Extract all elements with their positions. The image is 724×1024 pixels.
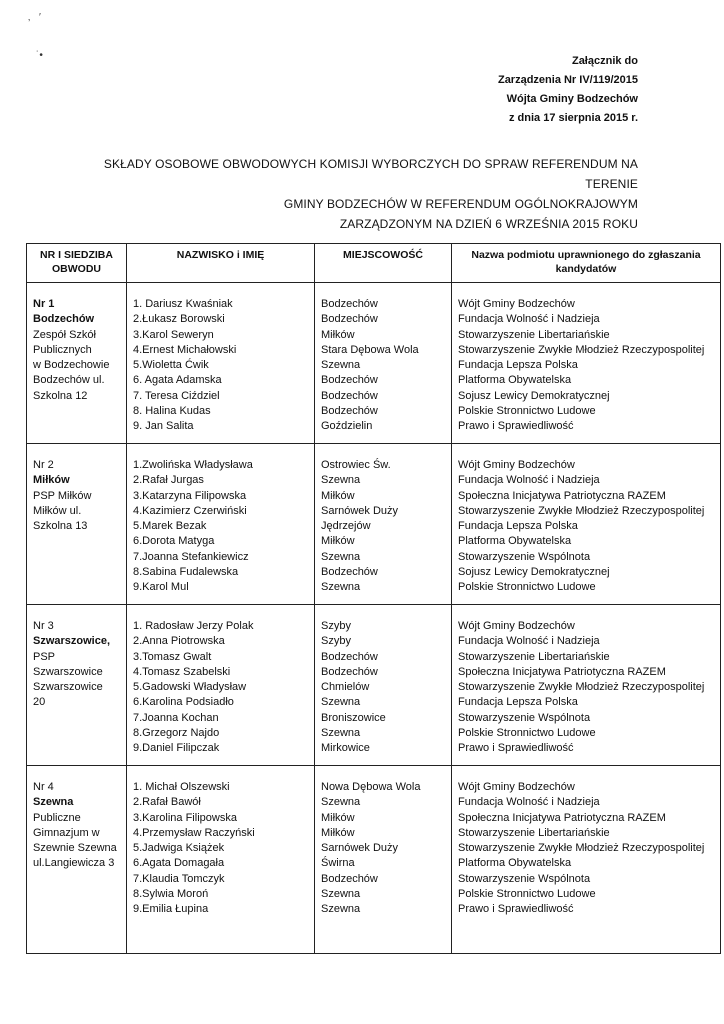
member-place: Miłków <box>321 826 355 839</box>
district-number: Nr 2 <box>33 459 54 471</box>
annex-line: z dnia 17 sierpnia 2015 r. <box>508 112 638 124</box>
district-seat-line: ul.Langiewicza 3 <box>33 857 115 870</box>
district-name: Szewna <box>33 796 74 809</box>
nominating-entity: Fundacja Wolność i Nadzieja <box>458 474 600 487</box>
header-entity: Nazwa podmiotu uprawnionego do zgłaszania kandydatów <box>452 244 721 283</box>
district-seat-line: Szewnie Szewna <box>33 842 117 855</box>
places-cell <box>315 605 452 766</box>
places-cell <box>315 766 452 954</box>
member-name: 9.Daniel Filipczak <box>133 742 220 755</box>
member-place: Nowa Dębowa Wola <box>321 781 421 793</box>
member-place: Szewna <box>321 696 361 709</box>
nominating-entity: Fundacja Lepsza Polska <box>458 696 578 709</box>
nominating-entity: Wójt Gminy Bodzechów <box>458 298 575 310</box>
annex-line: Wójta Gminy Bodzechów <box>506 93 638 105</box>
member-name: 9.Karol Mul <box>133 581 189 594</box>
nominating-entity: Fundacja Wolność i Nadzieja <box>458 313 600 326</box>
nominating-entity: Fundacja Wolność i Nadzieja <box>458 635 600 648</box>
members-cell <box>127 605 315 766</box>
member-name: 2.Rafał Jurgas <box>133 474 204 487</box>
members-cell <box>127 766 315 954</box>
district-cell <box>27 766 127 954</box>
member-place: Szewna <box>321 550 361 563</box>
district-name: Miłków <box>33 474 70 487</box>
title-line: GMINY BODZECHÓW W REFERENDUM OGÓLNOKRAJOWYM <box>283 197 638 211</box>
nominating-entity: Stowarzyszenie Libertariańskie <box>458 328 610 341</box>
district-seat-line: PSP Miłków <box>33 489 92 502</box>
member-place: Szewna <box>321 474 361 487</box>
member-place: Goździelin <box>321 420 373 433</box>
member-place: Bodzechów <box>321 566 378 579</box>
district-seat-line: PSP <box>33 650 56 663</box>
nominating-entity: Sojusz Lewicy Demokratycznej <box>458 566 610 579</box>
member-place: Szewna <box>321 581 361 594</box>
member-place: Sarnówek Duży <box>321 504 399 517</box>
places-cell <box>315 283 452 444</box>
member-place: Miłków <box>321 535 355 548</box>
member-name: 6. Agata Adamska <box>133 374 222 387</box>
annex-header <box>498 52 638 128</box>
district-seat-line: Publicznych <box>33 343 92 356</box>
member-place: Szewna <box>321 796 361 809</box>
member-place: Sarnówek Duży <box>321 842 399 855</box>
member-place: Ostrowiec Św. <box>321 459 391 471</box>
member-place: Broniszowice <box>321 711 386 724</box>
district-seat-line: Gimnazjum w <box>33 826 100 839</box>
member-place: Szewna <box>321 903 361 916</box>
nominating-entity: Wójt Gminy Bodzechów <box>458 620 575 632</box>
member-place: Bodzechów <box>321 872 378 885</box>
district-number: Nr 3 <box>33 620 54 632</box>
nominating-entity: Prawo i Sprawiedliwość <box>458 903 574 916</box>
district-name: Bodzechów <box>33 313 95 326</box>
member-name: 7.Klaudia Tomczyk <box>133 872 225 885</box>
annex-line: Załącznik do <box>571 55 638 67</box>
district-seat-line: Zespół Szkół <box>33 328 96 341</box>
member-name: 2.Rafał Bawół <box>133 796 201 809</box>
member-name: 3.Karolina Filipowska <box>133 811 237 824</box>
member-name: 4.Ernest Michałowski <box>133 343 237 356</box>
nominating-entity: Prawo i Sprawiedliwość <box>458 420 574 433</box>
member-place: Miłków <box>321 328 355 341</box>
member-name: 3.Karol Seweryn <box>133 328 214 341</box>
nominating-entity: Polskie Stronnictwo Ludowe <box>458 405 596 418</box>
nominating-entity: Stowarzyszenie Zwykłe Młodzież Rzeczypospolitej <box>458 681 705 694</box>
nominating-entity: Stowarzyszenie Libertariańskie <box>458 826 610 839</box>
district-seat-line: Szkolna 12 <box>33 389 88 402</box>
member-name: 9. Jan Salita <box>133 420 194 433</box>
nominating-entity: Stowarzyszenie Zwykłe Młodzież Rzeczypospolitej <box>458 343 705 356</box>
member-place: Bodzechów <box>321 650 378 663</box>
member-place: Szewna <box>321 888 361 901</box>
nominating-entity: Stowarzyszenie Wspólnota <box>458 872 591 885</box>
nominating-entity: Sojusz Lewicy Demokratycznej <box>458 389 610 402</box>
document-title <box>78 154 638 234</box>
member-name: 1. Radosław Jerzy Polak <box>133 620 254 632</box>
member-name: 1. Michał Olszewski <box>133 781 230 793</box>
member-name: 5.Wioletta Ćwik <box>133 359 209 372</box>
nominating-entity: Polskie Stronnictwo Ludowe <box>458 727 596 740</box>
member-name: 3.Tomasz Gwalt <box>133 650 212 663</box>
member-place: Chmielów <box>321 681 370 694</box>
member-place: Bodzechów <box>321 405 378 418</box>
district-seat-line: Szkolna 13 <box>33 520 88 533</box>
member-place: Szewna <box>321 727 361 740</box>
district-seat-line: Publiczne <box>33 811 81 824</box>
member-place: Bodzechów <box>321 389 378 402</box>
title-line: SKŁADY OSOBOWE OBWODOWYCH KOMISJI WYBORCZYCH DO SPRAW REFERENDUM NA TERENIE <box>103 157 638 191</box>
member-place: Bodzechów <box>321 665 378 678</box>
member-name: 1. Dariusz Kwaśniak <box>133 298 233 310</box>
member-name: 5.Gadowski Władysław <box>133 681 247 694</box>
scan-speck: ˙• <box>36 50 43 61</box>
nominating-entity: Stowarzyszenie Zwykłe Młodzież Rzeczypospolitej <box>458 842 705 855</box>
nominating-entity: Stowarzyszenie Libertariańskie <box>458 650 610 663</box>
members-cell <box>127 444 315 605</box>
nominating-entity: Społeczna Inicjatywa Patriotyczna RAZEM <box>458 665 666 678</box>
member-name: 2.Anna Piotrowska <box>133 635 225 648</box>
member-name: 8.Sylwia Moroń <box>133 888 209 901</box>
member-name: 7. Teresa Ciździel <box>133 389 220 402</box>
member-name: 2.Łukasz Borowski <box>133 313 225 326</box>
district-seat-line: 20 <box>33 696 46 709</box>
member-place: Miłków <box>321 811 355 824</box>
title-line: ZARZĄDZONYM NA DZIEŃ 6 WRZEŚNIA 2015 ROKU <box>339 217 638 231</box>
nominating-entity: Fundacja Lepsza Polska <box>458 520 578 533</box>
member-place: Mirkowice <box>321 742 370 755</box>
member-name: 8.Sabina Fudalewska <box>133 566 239 579</box>
nominating-entity: Stowarzyszenie Wspólnota <box>458 711 591 724</box>
nominating-entity: Polskie Stronnictwo Ludowe <box>458 581 596 594</box>
table-row <box>27 444 721 605</box>
member-name: 4.Kazimierz Czerwiński <box>133 504 247 517</box>
district-seat-line: Szwarszowice <box>33 665 103 678</box>
member-name: 8.Grzegorz Najdo <box>133 727 220 740</box>
member-place: Bodzechów <box>321 313 378 326</box>
commission-table <box>26 243 721 954</box>
annex-line: Zarządzenia Nr IV/119/2015 <box>497 74 638 86</box>
member-name: 6.Agata Domagała <box>133 857 225 870</box>
nominating-entity: Fundacja Wolność i Nadzieja <box>458 796 600 809</box>
member-name: 7.Joanna Kochan <box>133 711 219 724</box>
district-seat-line: w Bodzechowie <box>33 359 110 372</box>
district-seat-line: Bodzechów ul. <box>33 374 105 387</box>
nominating-entity: Społeczna Inicjatywa Patriotyczna RAZEM <box>458 489 666 502</box>
nominating-entity: Stowarzyszenie Zwykłe Młodzież Rzeczypospolitej <box>458 504 705 517</box>
member-name: 4.Przemysław Raczyński <box>133 826 255 839</box>
member-place: Szewna <box>321 359 361 372</box>
entities-cell <box>452 766 721 954</box>
entities-cell <box>452 283 721 444</box>
header-district: NR I SIEDZIBA OBWODU <box>27 244 127 283</box>
member-place: Miłków <box>321 489 355 502</box>
member-name: 5.Jadwiga Książek <box>133 842 225 855</box>
member-place: Bodzechów <box>321 298 378 310</box>
table-row <box>27 283 721 444</box>
member-place: Szyby <box>321 635 351 648</box>
nominating-entity: Polskie Stronnictwo Ludowe <box>458 888 596 901</box>
places-cell <box>315 444 452 605</box>
district-cell <box>27 605 127 766</box>
nominating-entity: Wójt Gminy Bodzechów <box>458 459 575 471</box>
member-place: Bodzechów <box>321 374 378 387</box>
district-seat-line: Miłków ul. <box>33 504 82 517</box>
district-cell <box>27 444 127 605</box>
member-place: Jędrzejów <box>321 520 371 533</box>
district-cell <box>27 283 127 444</box>
member-name: 6.Dorota Matyga <box>133 535 215 548</box>
scan-speck: ‚ ′ <box>28 12 44 23</box>
member-name: 7.Joanna Stefankiewicz <box>133 550 249 563</box>
nominating-entity: Platforma Obywatelska <box>458 374 572 387</box>
entities-cell <box>452 605 721 766</box>
nominating-entity: Platforma Obywatelska <box>458 535 572 548</box>
district-number: Nr 4 <box>33 781 54 793</box>
member-place: Świrna <box>321 857 355 870</box>
member-name: 6.Karolina Podsiadło <box>133 696 234 709</box>
member-place: Stara Dębowa Wola <box>321 343 419 356</box>
nominating-entity: Stowarzyszenie Wspólnota <box>458 550 591 563</box>
table-header-row <box>27 244 721 283</box>
member-name: 3.Katarzyna Filipowska <box>133 489 247 502</box>
member-name: 4.Tomasz Szabelski <box>133 665 231 678</box>
member-name: 1.Zwolińska Władysława <box>133 459 253 471</box>
table-row <box>27 605 721 766</box>
header-name: NAZWISKO i IMIĘ <box>127 244 315 283</box>
header-place: MIEJSCOWOŚĆ <box>315 244 452 283</box>
entities-cell <box>452 444 721 605</box>
nominating-entity: Platforma Obywatelska <box>458 857 572 870</box>
member-place: Szyby <box>321 620 351 632</box>
nominating-entity: Wójt Gminy Bodzechów <box>458 781 575 793</box>
district-seat-line: Szwarszowice <box>33 681 103 694</box>
members-cell <box>127 283 315 444</box>
nominating-entity: Społeczna Inicjatywa Patriotyczna RAZEM <box>458 811 666 824</box>
member-name: 9.Emilia Łupina <box>133 903 209 916</box>
nominating-entity: Prawo i Sprawiedliwość <box>458 742 574 755</box>
district-number: Nr 1 <box>33 298 55 310</box>
table-row <box>27 766 721 954</box>
district-name: Szwarszowice, <box>33 635 111 648</box>
nominating-entity: Fundacja Lepsza Polska <box>458 359 578 372</box>
member-name: 5.Marek Bezak <box>133 520 207 533</box>
member-name: 8. Halina Kudas <box>133 405 211 418</box>
